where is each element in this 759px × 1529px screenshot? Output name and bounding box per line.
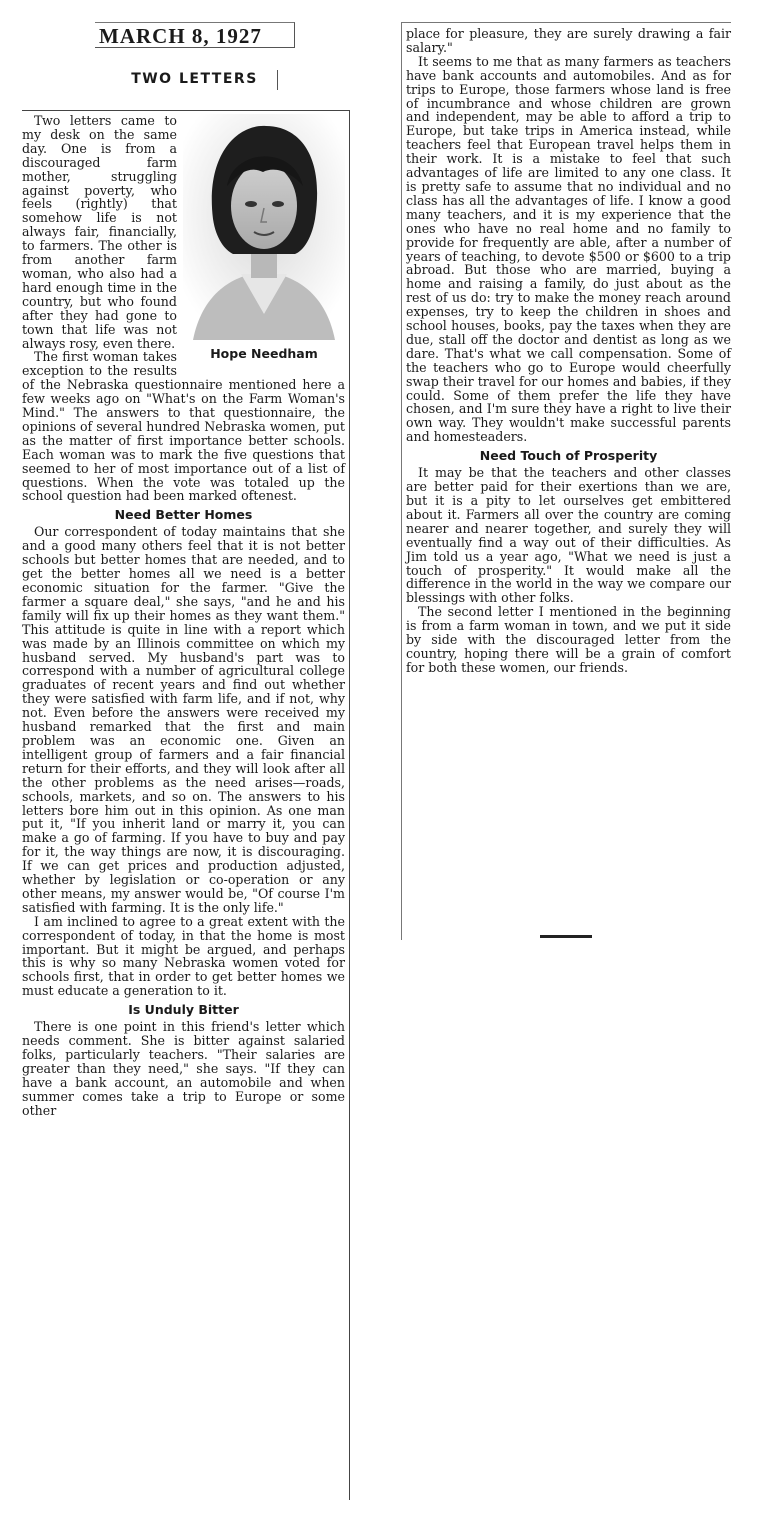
paragraph: Our correspondent of today maintains that she and a good many others feel that it is not better schools but better homes that are needed, and to get the better homes all we need is a better economic situation for the farmer. "Give the farmer a square deal," she says, "and he and his family will fix up their homes as they want them." This attitude is quite in line with a report which was made by an Illinois committee on which my husband served. My husband's part was to correspond with a number of agricultural college graduates of recent years and find out whether they were satisfied with farm life, and if not, why not. Even before the answers were received my husband remarked that the first and main problem was an economic one. Given an intelligent group of farmers and a fair financial return for their efforts, and they will look after all the other problems as the need arises—roads, schools, markets, and so on. The answers to his letters bore him out in this opinion. As one man put it, "If you inherit land or marry it, you can make a go of farming. If you have to buy and pay for it, the way things are now, it is discouraging. If we can get prices and production adjusted, whether by legislation or co-operation or any other means, my answer would be, "Of course I'm satisfied with farming. It is the only life." xyxy=(22,524,345,915)
paragraph: It may be that the teachers and other classes are better paid for their exertions than we are, but it is a pity to let ourselves get embittered about it. Farmers all over the country are coming nearer and nearer together, and surely they will eventually find a way out of their difficulties. As Jim told us a year ago, "What we need is just a touch of prosperity." It would make all the difference in the world in the way we compare our blessings with other folks. xyxy=(406,465,731,606)
subheading: Is Unduly Bitter xyxy=(128,1002,239,1018)
subheading: Need Touch of Prosperity xyxy=(479,448,658,464)
article-headline: TWO LETTERS xyxy=(112,70,278,90)
left-column xyxy=(22,110,350,1500)
paragraph: The first woman takes exception to the results of the Nebraska questionnaire mentioned here a few weeks ago on "What's on the Farm Woman's Mind." The answers to that questionnaire, the opinions of several hundred Nebraska women, put as the matter of first importance better schools. Each woman was to mark the five questions that seemed to her of most importance out of a list of questions. When the vote was totaled up the school question had been marked oftenest. xyxy=(22,349,345,504)
paragraph: Two letters came to my desk on the same day. One is from a discouraged farm mother, struggling against poverty, who feels (rightly) that somehow life is not always fair, financially, to farmers. The other is from another farm woman, who also had a hard enough time in the country, but who found after they had gone to town that life was not always rosy, even there. xyxy=(22,113,177,351)
right-column xyxy=(401,22,731,940)
author-portrait xyxy=(183,114,345,364)
end-rule xyxy=(540,935,592,938)
portrait-caption: Hope Needham xyxy=(210,345,318,361)
paragraph: There is one point in this friend's letter which needs comment. She is bitter against salaried folks, particularly teachers. "Their salaries are greater than they need," she says. "If they can have a bank account, an automobile and when summer comes take a trip to Europe or some other xyxy=(22,1019,345,1118)
paragraph: The second letter I mentioned in the beginning is from a farm woman in town, and we put it side by side with the discouraged letter from the country, hoping there will be a grain of comfort for both these women, our friends. xyxy=(406,604,731,675)
portrait-photo xyxy=(183,114,345,340)
paragraph: It seems to me that as many farmers as teachers have bank accounts and automobiles. And as for trips to Europe, those farmers whose land is free of incumbrance and whose children are grown and independent, may be able to afford a trip to Europe, but take trips in America instead, while teachers feel that European travel helps them in their work. It is a mistake to feel that such advantages of life are limited to any one class. It is pretty safe to assume that no individual and no class has all the advantages of life. I know a good many teachers, and it is my experience that the ones who have no real home and no family to provide for frequently are able, after a number of years of teaching, to devote $500 or $600 to a trip abroad. But those who are married, buying a home and raising a family, do just about as the rest of us do: try to make the money reach around expenses, try to keep the children in shoes and school houses, books, pay the taxes when they are due, stall off the doctor and dentist as long as we dare. That's what we call compensation. Some of the teachers who go to Europe would cheerfully swap their travel for our homes and babies, if they could. Some of them prefer the life they have chosen, and I'm sure they have a right to live their own way. They wouldn't make successful parents and homesteaders. xyxy=(406,53,731,445)
paragraph: place for pleasure, they are surely drawing a fair salary." xyxy=(406,26,731,55)
date-header: MARCH 8, 1927 xyxy=(95,22,295,48)
paragraph: I am inclined to agree to a great extent with the correspondent of today, in that the home is most important. But it might be argued, and perhaps this is why so many Nebraska women voted for schools first, that in order to get better homes we must educate a generation to it. xyxy=(22,913,345,999)
subheading: Need Better Homes xyxy=(114,507,253,523)
